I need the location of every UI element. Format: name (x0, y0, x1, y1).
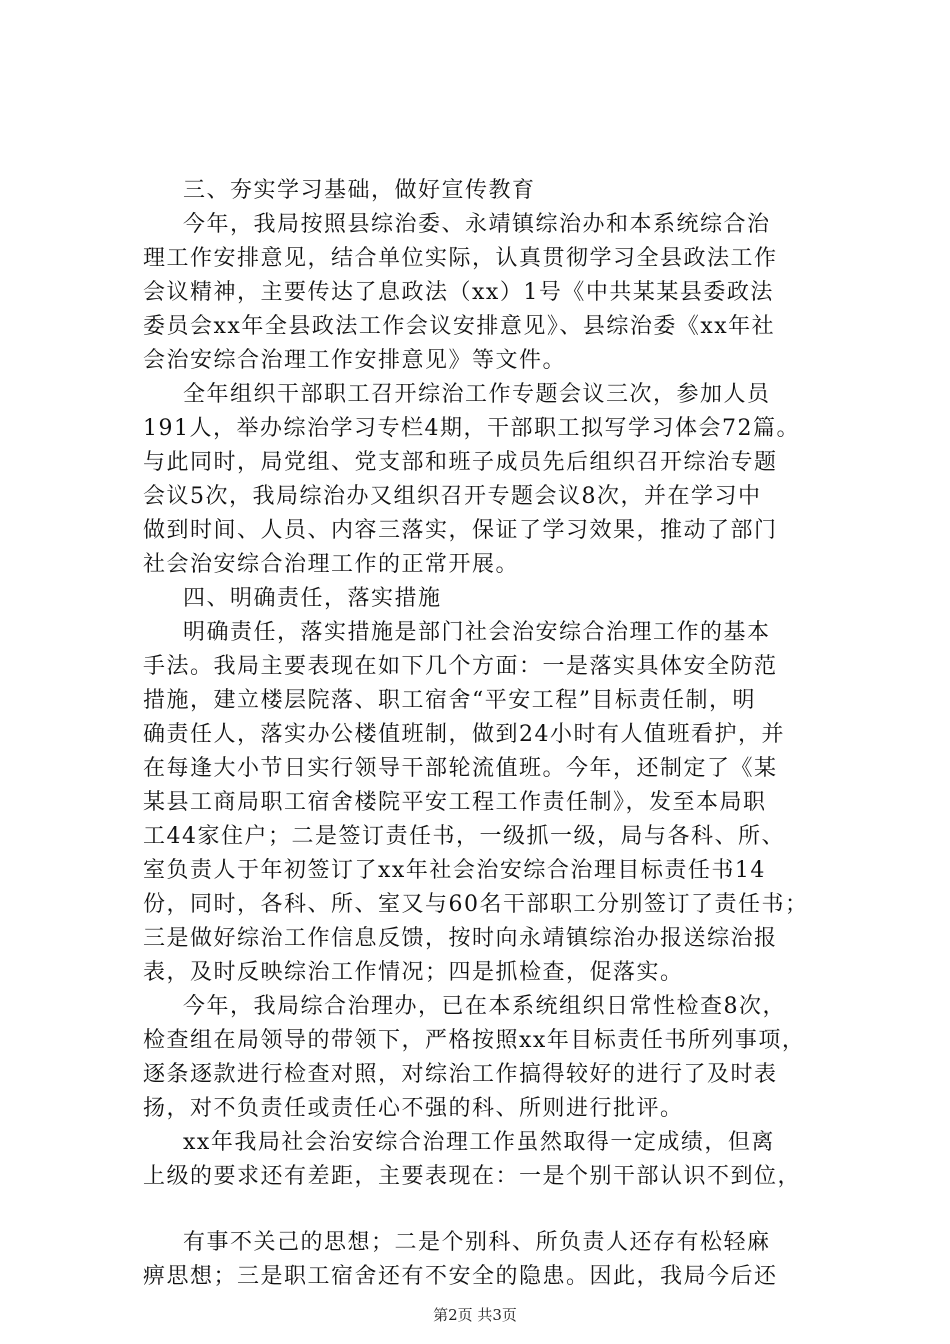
paragraph-line: 措施，建立楼层院落、职工宿舍“平安工程”目标责任制，明 (143, 688, 756, 713)
paragraph-line: 今年，我局按照县综治委、永靖镇综治办和本系统综合治 (183, 212, 771, 237)
paragraph-line: 扬，对不负责任或责任心不强的科、所则进行批评。 (143, 1096, 684, 1121)
page-footer: 第2页 共3页 (433, 1306, 517, 1324)
paragraph-line: 工44家住户；二是签订责任书，一级抓一级，局与各科、所、 (143, 824, 785, 849)
paragraph-line: 社会治安综合治理工作的正常开展。 (143, 552, 520, 577)
paragraph-line: 明确责任，落实措施是部门社会治安综合治理工作的基本 (183, 620, 771, 645)
paragraph-line: 委员会xx年全县政法工作会议安排意见》、县综治委《xx年社 (143, 314, 776, 339)
paragraph-line: 理工作安排意见，结合单位实际，认真贯彻学习全县政法工作 (143, 246, 778, 271)
paragraph-line: 确责任人，落实办公楼值班制，做到24小时有人值班看护，并 (143, 722, 785, 747)
paragraph-line: 会议精神，主要传达了息政法（xx）1号《中共某某县委政法 (143, 280, 774, 305)
paragraph-line: 全年组织干部职工召开综治工作专题会议三次，参加人员 (183, 382, 771, 407)
paragraph-line: 某县工商局职工宿舍楼院平安工程工作责任制》，发至本局职 (143, 790, 767, 815)
paragraph-line: 上级的要求还有差距，主要表现在：一是个别干部认识不到位， (143, 1164, 802, 1189)
paragraph-line: 手法。我局主要表现在如下几个方面：一是落实具体安全防范 (143, 654, 778, 679)
section-heading-3: 三、夯实学习基础，做好宣传教育 (183, 178, 536, 203)
paragraph-line: 在每逢大小节日实行领导干部轮流值班。今年，还制定了《某 (143, 756, 778, 781)
paragraph-line: 逐条逐款进行检查对照，对综治工作搞得较好的进行了及时表 (143, 1062, 778, 1087)
paragraph-line: 份，同时，各科、所、室又与60名干部职工分别签订了责任书； (143, 892, 809, 917)
paragraph-line: 做到时间、人员、内容三落实，保证了学习效果，推动了部门 (143, 518, 778, 543)
paragraph-line: 室负责人于年初签订了xx年社会治安综合治理目标责任书14 (143, 858, 766, 883)
paragraph-line: 今年，我局综合治理办，已在本系统组织日常性检查8次， (183, 994, 786, 1019)
paragraph-line: 痹思想；三是职工宿舍还有不安全的隐患。因此，我局今后还 (143, 1264, 778, 1289)
paragraph-line: 有事不关己的思想；二是个别科、所负责人还存有松轻麻 (183, 1230, 771, 1255)
paragraph-line: 检查组在局领导的带领下，严格按照xx年目标责任书所列事项， (143, 1028, 806, 1053)
paragraph-line: 三是做好综治工作信息反馈，按时向永靖镇综治办报送综治报 (143, 926, 778, 951)
paragraph-line: 会治安综合治理工作安排意见》等文件。 (143, 348, 567, 373)
paragraph-line: 表，及时反映综治工作情况；四是抓检查，促落实。 (143, 960, 684, 985)
paragraph-line: xx年我局社会治安综合治理工作虽然取得一定成绩，但离 (183, 1130, 775, 1155)
paragraph-line: 191人，举办综治学习专栏4期，干部职工拟写学习体会72篇。 (143, 416, 800, 441)
section-heading-4: 四、明确责任，落实措施 (183, 586, 442, 611)
paragraph-line: 与此同时，局党组、党支部和班子成员先后组织召开综治专题 (143, 450, 778, 475)
paragraph-line: 会议5次，我局综治办又组织召开专题会议8次，并在学习中 (143, 484, 762, 509)
